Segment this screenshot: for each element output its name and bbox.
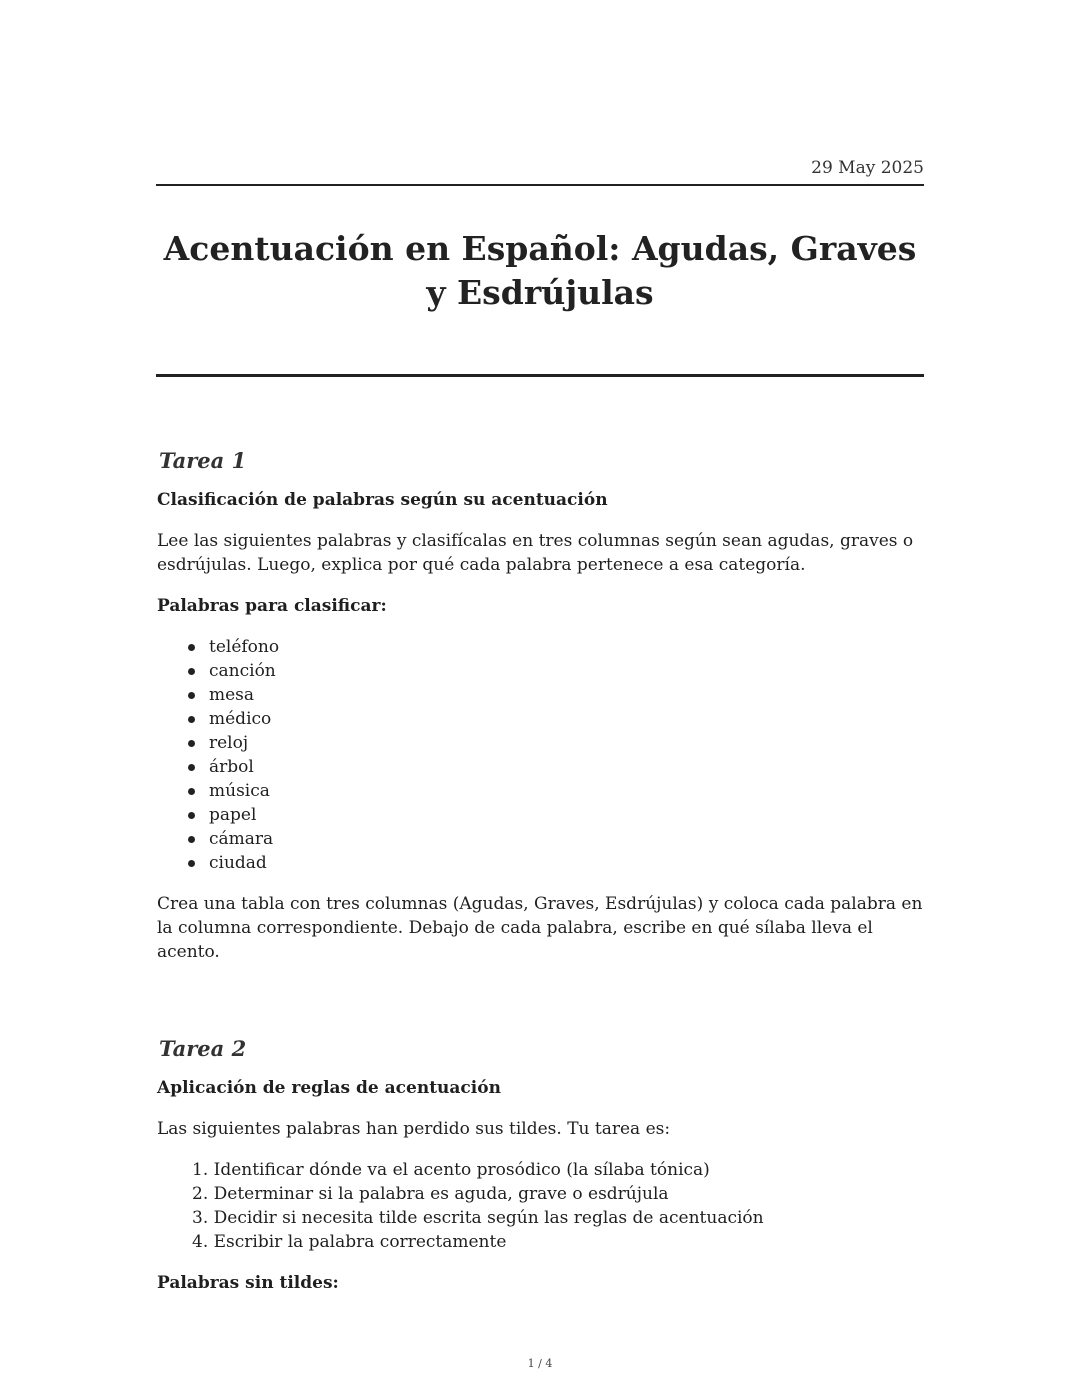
list-item: 3. Decidir si necesita tilde escrita según las reglas de acentuación: [192, 1208, 764, 1228]
list-item: 1. Identificar dónde va el acento prosódico (la sílaba tónica): [192, 1160, 710, 1180]
list-item: ciudad: [157, 851, 925, 875]
list-item: reloj: [157, 731, 925, 755]
section-spacer: [157, 981, 925, 1034]
list-item: 2. Determinar si la palabra es aguda, grave o esdrújula: [192, 1184, 669, 1204]
task-2-steps: [157, 1158, 925, 1254]
task-1-subheading: Clasificación de palabras según su acentuación: [157, 490, 608, 510]
task-1: [157, 446, 925, 964]
task-2-subheading: Aplicación de reglas de acentuación: [157, 1078, 501, 1098]
list-item: teléfono: [157, 635, 925, 659]
header-date: 29 May 2025: [811, 158, 924, 178]
page-title: Acentuación en Español: Agudas, Graves y Esdrújulas: [163, 229, 917, 312]
list-item: canción: [157, 659, 925, 683]
list-item: cámara: [157, 827, 925, 851]
list-item: mesa: [157, 683, 925, 707]
task-2: [157, 1034, 925, 1295]
list-item: papel: [157, 803, 925, 827]
title-rule: [156, 374, 924, 377]
list-item: árbol: [157, 755, 925, 779]
document-content: [157, 446, 925, 1312]
list-item: médico: [157, 707, 925, 731]
task-1-heading: Tarea 1: [159, 448, 247, 473]
task-1-words-label: Palabras para clasificar:: [157, 596, 387, 616]
task-2-words-label: Palabras sin tildes:: [157, 1273, 339, 1293]
task-1-instructions: Crea una tabla con tres columnas (Agudas, Graves, Esdrújulas) y coloca cada palabra en la columna correspondiente. Debajo de cada palabra, escribe en qué sílaba lleva el acento.: [157, 894, 923, 962]
header-rule: [156, 184, 924, 186]
task-2-intro: Las siguientes palabras han perdido sus tildes. Tu tarea es:: [157, 1119, 671, 1139]
task-2-heading: Tarea 2: [159, 1036, 247, 1061]
page-number: 1 / 4: [527, 1357, 553, 1370]
list-item: música: [157, 779, 925, 803]
task-1-word-list: [157, 635, 925, 875]
task-1-intro: Lee las siguientes palabras y clasifícalas en tres columnas según sean agudas, graves o esdrújulas. Luego, explica por qué cada palabra pertenece a esa categoría.: [157, 531, 914, 575]
list-item: 4. Escribir la palabra correctamente: [192, 1232, 507, 1252]
